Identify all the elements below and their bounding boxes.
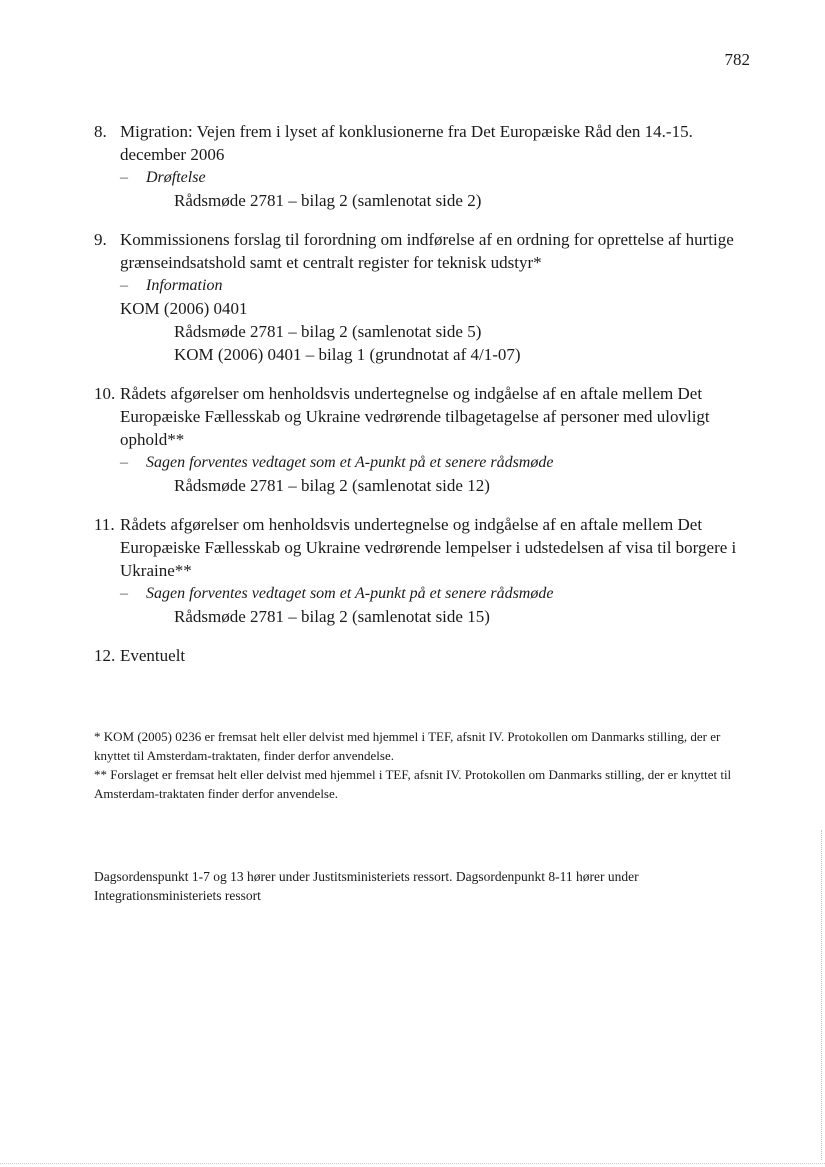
agenda-item-reference: Rådsmøde 2781 – bilag 2 (samlenotat side 2) — [174, 191, 482, 210]
agenda-item-body — [120, 228, 754, 366]
agenda-item — [94, 120, 754, 212]
agenda-item-number: 11. — [94, 515, 115, 534]
agenda-item-body — [120, 120, 754, 212]
agenda-item-number: 9. — [94, 230, 107, 249]
dash-marker: – — [120, 169, 128, 186]
agenda-item — [94, 644, 754, 667]
agenda-item-title: Rådets afgørelser om henholdsvis undertegnelse og indgåelse af en aftale mellem Det Europæiske Fællesskab og Ukraine vedrørende lempelser i udstedelsen af visa til borgere i Ukraine** — [120, 515, 737, 580]
agenda-item-title: Kommissionens forslag til forordning om indførelse af en ordning for oprettelse af hurtige grænseindsatshold samt et centralt register for teknisk udstyr* — [120, 230, 734, 272]
dash-marker: – — [120, 454, 128, 471]
agenda-item-status — [120, 451, 754, 474]
agenda-list — [94, 120, 754, 683]
agenda-item-reference: KOM (2006) 0401 – bilag 1 (grundnotat af 4/1-07) — [174, 345, 521, 364]
agenda-item-body — [120, 513, 754, 628]
footnote: ** Forslaget er fremsat helt eller delvist med hjemmel i TEF, afsnit IV. Protokollen om Danmarks stilling, der er knyttet til Amsterdam-traktaten finder derfor anvendelse. — [94, 767, 732, 801]
agenda-item-number: 8. — [94, 122, 107, 141]
agenda-item-title: Rådets afgørelser om henholdsvis undertegnelse og indgåelse af en aftale mellem Det Europæiske Fællesskab og Ukraine vedrørende tilbagetagelse af personer med ulovligt ophold** — [120, 384, 710, 449]
agenda-item-title: Migration: Vejen frem i lyset af konklusionerne fra Det Europæiske Råd den 14.-15. december 2006 — [120, 122, 693, 164]
agenda-item-reference: Rådsmøde 2781 – bilag 2 (samlenotat side 15) — [174, 607, 490, 626]
agenda-item-title: Eventuelt — [120, 646, 186, 665]
agenda-item-status — [120, 582, 754, 605]
dash-marker: – — [120, 585, 128, 602]
agenda-item-body — [120, 382, 754, 497]
agenda-item-reference: Rådsmøde 2781 – bilag 2 (samlenotat side 5) — [174, 322, 482, 341]
agenda-item-number: 10. — [94, 384, 116, 403]
agenda-item — [94, 382, 754, 497]
scan-edge — [821, 830, 822, 1160]
ministry-note — [94, 867, 754, 905]
agenda-item — [94, 513, 754, 628]
dash-marker: – — [120, 277, 128, 294]
footnote: * KOM (2005) 0236 er fremsat helt eller delvist med hjemmel i TEF, afsnit IV. Protokollen om Danmarks stilling, der er knyttet til Amsterdam-traktaten, finder derfor anvendelse. — [94, 729, 721, 763]
agenda-item-status — [120, 274, 754, 297]
agenda-item-body — [120, 644, 754, 667]
agenda-item-status — [120, 166, 754, 189]
agenda-item-number: 12. — [94, 646, 116, 665]
agenda-item-doc: KOM (2006) 0401 — [120, 299, 248, 318]
footnotes — [94, 727, 754, 803]
agenda-item-status-text: Sagen forventes vedtaget som et A-punkt på et senere rådsmøde — [146, 454, 554, 471]
agenda-item-reference: Rådsmøde 2781 – bilag 2 (samlenotat side 12) — [174, 476, 490, 495]
scan-line — [0, 1163, 825, 1164]
agenda-item-status-text: Information — [146, 277, 223, 294]
ministry-note-text: Dagsordenspunkt 1-7 og 13 hører under Justitsministeriets ressort. Dagsordenpunkt 8-11 hører under Integrationsministeriets ressort — [94, 869, 639, 903]
agenda-item-status-text: Sagen forventes vedtaget som et A-punkt på et senere rådsmøde — [146, 585, 554, 602]
agenda-item — [94, 228, 754, 366]
page-number: 782 — [724, 50, 750, 69]
agenda-item-status-text: Drøftelse — [146, 169, 206, 186]
